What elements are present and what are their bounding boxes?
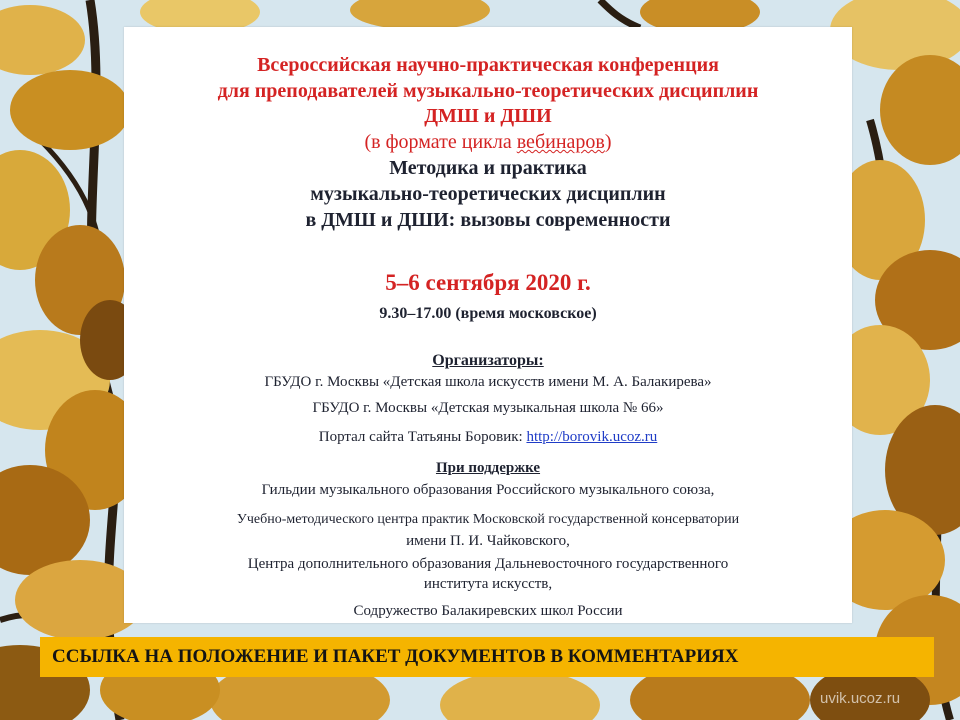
format-suffix: )	[604, 131, 612, 153]
organizers-heading: Организаторы:	[432, 352, 544, 369]
conference-title-line3: ДМШ и ДШИ	[424, 105, 552, 127]
conference-time: 9.30–17.00 (время московское)	[379, 305, 597, 322]
conference-title-line1: Всероссийская научно-практическая конференция	[257, 54, 719, 76]
format-prefix: (в формате цикла	[364, 131, 517, 153]
conference-announcement-card	[124, 27, 852, 623]
format-word: вебинаров	[516, 131, 605, 153]
support-item-1: Гильдии музыкального образования Российского музыкального союза,	[261, 482, 715, 498]
site-watermark: uvik.ucoz.ru	[820, 690, 901, 707]
support-heading: При поддержке	[435, 460, 541, 476]
conference-theme-line2: музыкально-теоретических дисциплин	[310, 183, 666, 205]
support-item-2-line2: имени П. И. Чайковского,	[406, 533, 570, 549]
organizer-1: ГБУДО г. Москвы «Детская школа искусств имени М. А. Балакирева»	[264, 374, 712, 390]
documents-link-banner[interactable]: ССЫЛКА НА ПОЛОЖЕНИЕ И ПАКЕТ ДОКУМЕНТОВ В КОММЕНТАРИЯХ	[40, 637, 934, 677]
conference-date: 5–6 сентября 2020 г.	[385, 270, 591, 295]
portal-label: Портал сайта Татьяны Боровик:	[318, 429, 527, 445]
conference-theme-line1: Методика и практика	[389, 157, 587, 179]
conference-title-line2: для преподавателей музыкально-теоретических дисциплин	[217, 80, 759, 102]
support-item-3-line2: института искусств,	[423, 576, 553, 592]
support-item-3-line1: Центра дополнительного образования Дальневосточного государственного	[247, 556, 729, 572]
conference-theme-line3: в ДМШ и ДШИ: вызовы современности	[305, 209, 671, 231]
conference-format	[124, 131, 852, 154]
organizer-2: ГБУДО г. Москвы «Детская музыкальная школа № 66»	[312, 400, 664, 416]
support-item-2-line1: Учебно-методического центра практик Московской государственной консерватории	[236, 512, 740, 527]
support-item-4: Содружество Балакиревских школ России	[353, 603, 623, 619]
portal-link[interactable]: http://borovik.ucoz.ru	[526, 429, 658, 445]
portal-line	[124, 429, 852, 446]
